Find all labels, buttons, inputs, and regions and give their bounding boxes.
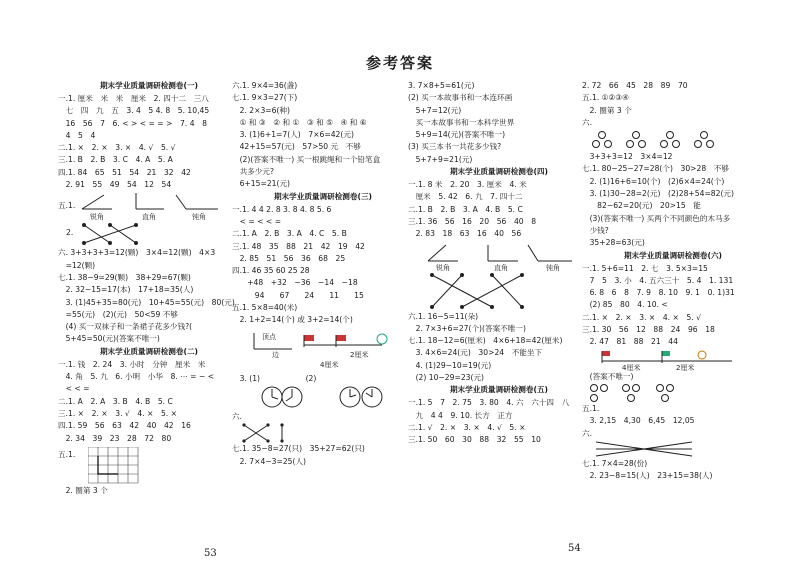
answer-line: 六. 3+3+3+3=12(颗) 3×4=12(颗) 4×3 (58, 248, 216, 258)
answer-line: 一.1. 5 7 2. 75 3. 80 4. 六 六十四 八 (408, 398, 570, 408)
answer-line: (2) 买一本故事书和一本连环画 (408, 93, 513, 103)
column-2 (232, 80, 414, 468)
measure-figure (232, 327, 414, 373)
section-heading: 期末学业质量调研检测卷(六) (623, 250, 723, 260)
answer-line: 2. 83 18 63 16 40 56 (408, 229, 522, 239)
answer-line: 2. 7×4−3=25(人) (232, 456, 307, 466)
answer-line: +48 +32 −36 −14 −18 (232, 278, 358, 288)
clock-figure (232, 385, 414, 411)
answer-line: < = < < = (232, 216, 282, 226)
answer-line: 3. 4×6=24(元) 30>24 不能坐下 (408, 348, 543, 358)
answer-line: 九 4 4 9. 10. 长方 正方 (408, 410, 513, 420)
answer-line: 四.1. 46 35 60 25 28 (232, 266, 310, 276)
answer-line: 一.1. 厘米 米 米 厘米 2. 四十二 三八 (58, 94, 209, 103)
answer-line: 五.1. ①②③④ (582, 93, 629, 103)
answer-line: 三.1. 36 56 16 20 56 40 8 (408, 216, 537, 226)
answer-line: 二.1. A 2. B 3. A 4. C 5. B (232, 229, 347, 239)
answer-line: (2)(答案不唯一) 买一根跳绳和一个铅笔盒 (232, 154, 381, 164)
answer-line: 六. (232, 411, 243, 421)
answer-line: 一.1. 钱 2. 24 3. 小时 分钟 厘米 米 (58, 359, 206, 369)
answer-line: 2. 32−15=17(本) 17+18=35(人) (58, 285, 194, 295)
answer-line: 5+7=12(元) (408, 105, 462, 115)
answer-line: 六.1. 16−5=11(朵) (408, 311, 479, 321)
angle-label-right: 直角 (494, 263, 508, 271)
answer-line: 七 四 九 五 3. 4 5 4. 8 5. 10,45 (58, 106, 210, 116)
answer-line: 4. (1)29−10=19(元) (408, 360, 492, 370)
answer-line: 2. 1+2=14(个) 或 3+2=14(个) (232, 315, 353, 325)
answer-line: 一.1. 4 4 2. 8 3. 8 4. 8 5. 6 (232, 204, 332, 214)
vertex-label: 顶点 (262, 332, 276, 341)
answer-line: 94 67 24 11 15 (232, 290, 364, 300)
grid-figure (58, 445, 240, 485)
answer-line: 二.1. × 2. × 3. × 4. √ 5. √ (58, 143, 176, 153)
page-number-right: 54 (568, 543, 581, 554)
answer-line: < < = (58, 384, 90, 394)
answer-line: 七.1. 9×3=27(下) (232, 93, 298, 103)
answer-line: 四.1. 59 56 63 42 40 42 16 (58, 421, 191, 431)
section-heading: 期末学业质量调研检测卷(五) (449, 385, 549, 395)
angle-label-obtuse: 钝角 (192, 213, 206, 222)
answer-line: 2. (66, 228, 74, 238)
answer-line: 二.1. √ 2. × 3. × 4. √ 5. × (408, 422, 526, 432)
section-heading: 期末学业质量调研检测卷(四) (449, 167, 549, 177)
answer-line: 三.1. 48 35 88 21 42 19 42 (232, 241, 365, 251)
answer-line: =55(元) (2)(元) 50<59 不够 (58, 309, 178, 319)
answer-line: 七.1. 7×4=28(份) (582, 458, 648, 468)
answer-line: 5+9=14(元)(答案不唯一) (408, 130, 506, 140)
answer-line: 厘米 5. 42 6. 九 7. 四十二 (408, 192, 523, 202)
answer-line: 五.1. (58, 201, 76, 211)
answer-line: 2. 7×3+6=27(个)(答案不唯一) (408, 323, 526, 333)
angle-label-obtuse: 钝角 (546, 263, 560, 271)
answer-line: 2. 23−8=15(人) 23+15=38(人) (582, 471, 713, 481)
answer-line: 二.1. B 2. B 3. A 4. B 5. C (408, 204, 523, 214)
answer-line: 共多少元? (232, 167, 274, 177)
matching-figure (58, 221, 240, 247)
answer-line: 2. 34 39 23 28 72 80 (58, 433, 172, 443)
answer-line: (3) 买三本书一共花多少钱? (408, 142, 502, 152)
answer-line: 七.1. 80−25−27=28(个) 30>28 不够 (582, 164, 729, 174)
answer-line: 2. 圈第 3 个 (58, 485, 108, 495)
answer-line: 三.1. × 2. × 3. √ 4. × 5. × (58, 408, 177, 418)
answer-line: (4) 买一双袜子和一条裙子花多少钱?( (58, 322, 193, 332)
answer-line: 5+45=50(元)(答案不唯一) (58, 334, 160, 344)
answer-line: 四.1. 84 65 51 54 21 32 42 (58, 167, 191, 177)
angle-figure (58, 191, 240, 221)
matching-figure (408, 271, 590, 311)
answer-line: 三.1. 30 56 12 88 24 96 18 (582, 325, 715, 335)
answer-line: 七.1. 35−8=27(只) 35+27=62(只) (232, 444, 365, 454)
answer-line: 3. (1)30−28=2(元) (2)28+54=82(元) (582, 189, 734, 199)
column-4 (582, 80, 764, 482)
answer-line: 七.1. 18−12=6(厘米) 4×6+18=42(厘米) (408, 336, 563, 346)
section-heading: 期末学业质量调研检测卷(一) (99, 81, 199, 90)
distance-4cm: 4厘米 (320, 360, 339, 369)
answer-line: 4. 角 5. 九 6. 小明 小华 8. ⋯ = − < (58, 372, 215, 382)
answer-line: 买一本故事书和一本科学世界 (408, 117, 515, 127)
answer-line: 4 5 4 (58, 130, 96, 140)
answer-line: 五.1. 5×8=40(米) (232, 303, 298, 313)
answer-line: (3)(答案不唯一) 买两个不同颜色的木马多 (582, 213, 731, 223)
answer-line: 3+3+3=12 3×4=12 (582, 152, 673, 162)
answer-line: 2. 47 81 88 21 44 (582, 337, 678, 347)
matching-figure (232, 423, 414, 443)
answer-line: 2. (1)16+6=10(个) (2)6×4=24(个) (582, 176, 725, 186)
distance-4cm: 4厘米 (622, 363, 641, 371)
answer-line: 2. 72 66 45 28 89 70 (582, 81, 688, 90)
section-heading: 期末学业质量调研检测卷(三) (273, 191, 373, 201)
answer-line: 82−62=20(元) 20>15 能 (582, 201, 701, 211)
answer-line: (答案不唯一) (582, 371, 634, 381)
answer-line: 3. (1) (2) (232, 373, 317, 383)
answer-line: 6+15=21(元) (232, 179, 290, 189)
answer-line: 二.1. × 2. × 3. × 4. × 5. √ (582, 312, 701, 322)
answer-line: 42+15=57(元) 57>50 元 不够 (232, 142, 361, 152)
answer-line: =12(颗) (58, 260, 96, 270)
answer-line: (2) 85 80 4. 10. < (582, 300, 668, 310)
angle-label-right: 直角 (142, 213, 156, 222)
answer-line: 3. (1)6+1=7(人) 7×6=42(元) (232, 130, 354, 140)
answer-line: 三.1. 50 60 30 88 32 55 10 (408, 435, 541, 445)
answer-line: 少钱? (582, 225, 609, 235)
answer-line: 3. 2,15 4,30 6,45 12,05 (582, 416, 695, 426)
answer-line: 一.1. 8 米 2. 20 3. 厘米 4. 米 (408, 180, 527, 190)
circles-figure (582, 129, 764, 151)
flag-distance-figure (582, 349, 764, 371)
answer-line: 16 56 7 6. < > < = = > 7. 4 8 (58, 118, 207, 128)
section-heading: 期末学业质量调研检测卷(二) (99, 346, 199, 356)
angle-label-acute: 锐角 (436, 263, 450, 271)
angle-label-acute: 锐角 (90, 213, 104, 222)
side-label: 边 (272, 350, 279, 359)
page-title: 参考答案 (365, 54, 434, 72)
matching-figure (582, 440, 764, 458)
page-number-left: 53 (204, 548, 217, 559)
column-1 (58, 80, 240, 497)
answer-line: 三.1. B 2. B 3. C 4. A 5. A (58, 155, 173, 165)
answer-line: 3. 7×8+5=61(元) (408, 81, 475, 90)
answer-line: 2. 2×3=6(种) (232, 105, 290, 115)
answer-line: 35+28=63(元) (582, 238, 645, 248)
answer-line: 2. 85 51 56 36 68 25 (232, 253, 346, 263)
answer-line: 5+7+9=21(元) (408, 154, 473, 164)
angle-figure (408, 241, 590, 271)
answer-line: 五.1. (58, 449, 76, 459)
answer-line: 2. 91 55 49 54 12 54 (58, 180, 172, 190)
answer-line: 六. (582, 428, 593, 438)
answer-line: 3. (1)45+35=80(元) 10+45=55(元) 80(元) (58, 297, 235, 307)
answer-line: 七.1. 38−9=29(颗) 38+29=67(颗) (58, 272, 191, 282)
answer-line: 五.1. (582, 403, 600, 413)
distance-2cm: 2厘米 (350, 350, 369, 359)
answer-line: 7 5 3. 小 4. 五六三十 5. 4 1. 131 (582, 275, 734, 285)
circles-figure (582, 383, 764, 403)
answer-line: 2. 圈第 3 个 (582, 105, 632, 115)
answer-line: 二.1. A 2. A 3. B 4. B 5. C (58, 396, 173, 406)
answer-line: 六.1. 9×4=36(盏) (232, 81, 298, 90)
answer-line: ① 和 ③ ② 和 ① ③ 和 ⑤ ④ 和 ⑥ (232, 117, 367, 127)
answer-line: 6. 8 6 8 7. 9 8. 10 9. 1 0. 1)31 (582, 288, 735, 298)
answer-line: 六. (582, 117, 593, 127)
column-3 (408, 80, 590, 447)
answer-line: (2) 10−29=23(元) (408, 373, 484, 383)
answer-line: 一.1. 5+6=11 2. 七 3. 5×3=15 (582, 263, 708, 273)
distance-2cm: 2厘米 (676, 363, 695, 371)
